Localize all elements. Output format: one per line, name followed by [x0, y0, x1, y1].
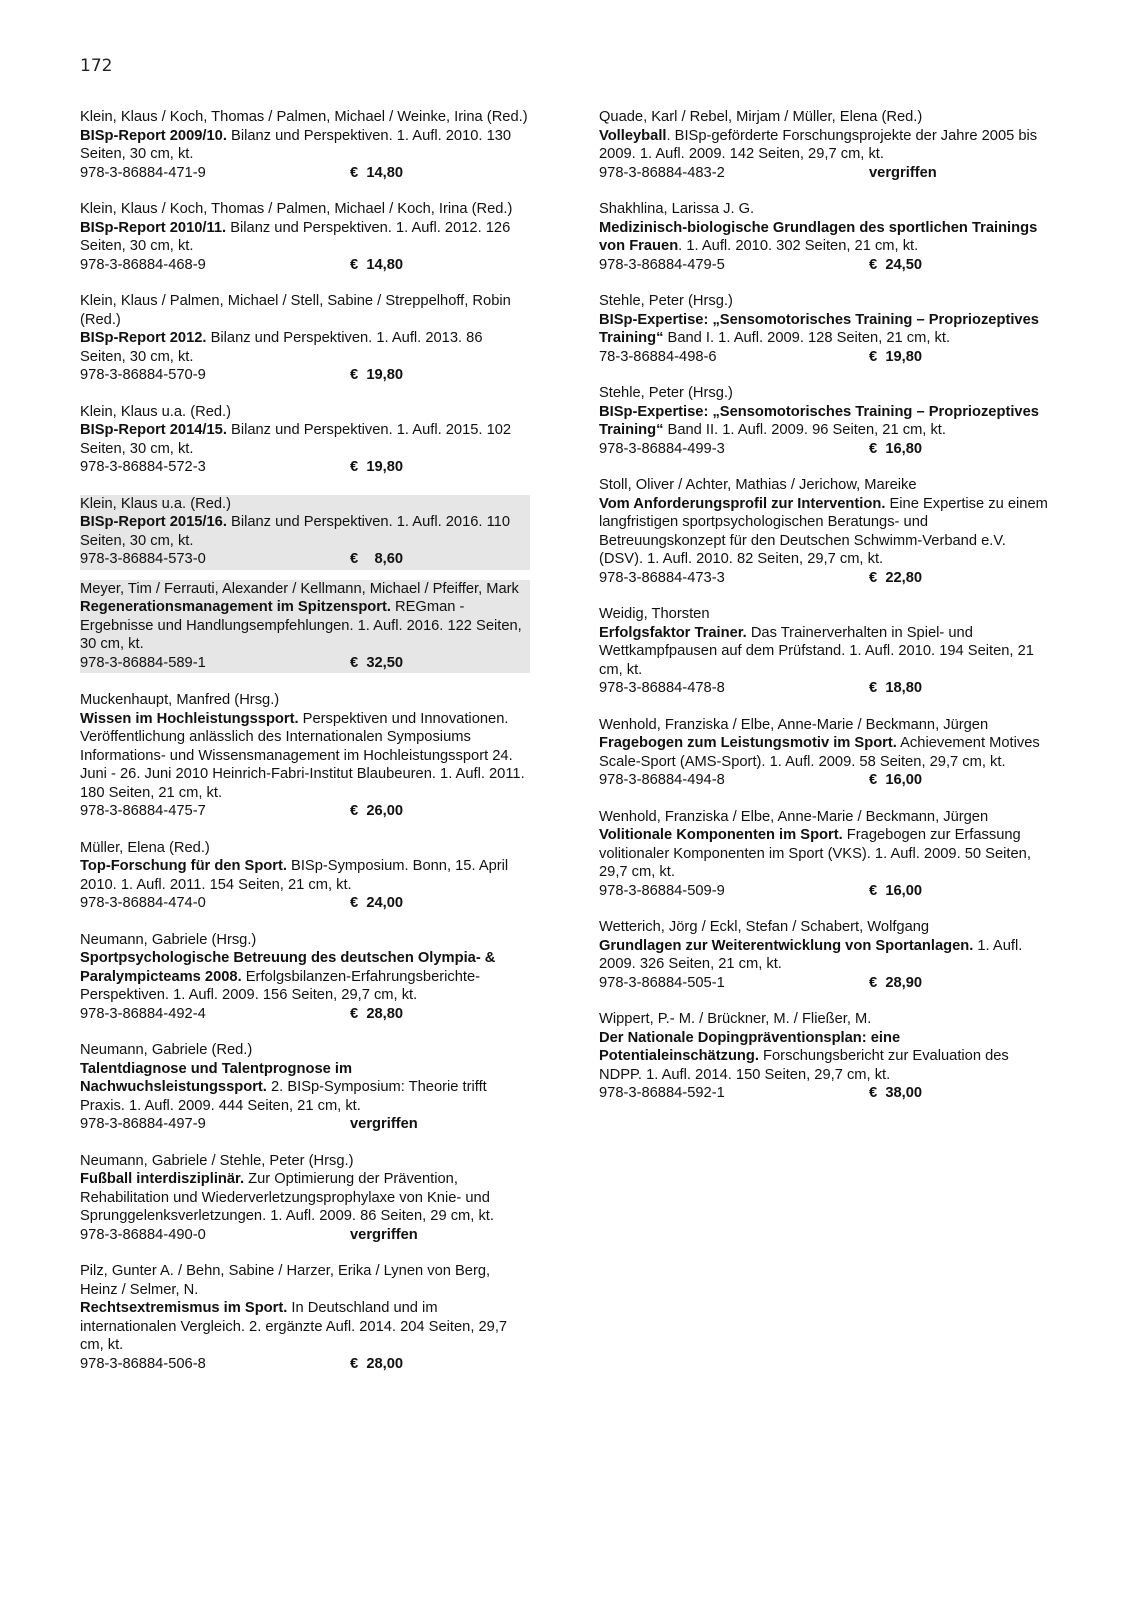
- entry-authors: Stehle, Peter (Hrsg.): [599, 293, 733, 309]
- entry-isbn-line: [599, 164, 1051, 183]
- entry-isbn-line: [599, 882, 1051, 901]
- entry-body: [80, 598, 530, 654]
- entry-isbn: 978-3-86884-490-0: [80, 1226, 206, 1243]
- entry-body: [80, 857, 530, 894]
- entry-title: Volitionale Komponenten im Sport.: [599, 827, 843, 843]
- entry-title: BISp-Report 2012.: [80, 330, 207, 346]
- entry-authors: Stoll, Oliver / Achter, Mathias / Jerichow, Mareike: [599, 477, 917, 493]
- entry-description: Das Trainerverhalten in Spiel- und Wettkampfpausen auf dem Prüfstand. 1. Aufl. 2010. 194 Seiten, 21 cm, kt.: [599, 624, 1034, 678]
- entry-isbn-line: [80, 894, 530, 913]
- entry-price: vergriffen: [869, 164, 937, 181]
- entry-body: [80, 949, 530, 1005]
- entry-isbn: 78-3-86884-498-6: [599, 348, 717, 365]
- entry-price: € 14,80: [350, 164, 404, 181]
- entry-isbn: 978-3-86884-592-1: [599, 1085, 725, 1101]
- entry-isbn: 978-3-86884-509-9: [599, 882, 725, 899]
- entry-price: € 28,80: [350, 1005, 404, 1022]
- entry-isbn: 978-3-86884-473-3: [599, 569, 725, 586]
- entry-title: Volleyball: [599, 127, 667, 144]
- entry-authors: Klein, Klaus u.a. (Red.): [80, 403, 232, 420]
- entry-isbn: 978-3-86884-475-7: [80, 803, 206, 819]
- entry-isbn-line: [80, 256, 530, 275]
- catalog-entry: [80, 108, 530, 182]
- entry-price: € 8,60: [350, 551, 404, 567]
- entry-price: € 28,00: [350, 1355, 404, 1372]
- entry-title: Grundlagen zur Weiterentwicklung von Sportanlagen.: [599, 937, 974, 954]
- page-number: 172: [80, 56, 113, 76]
- entry-description: Forschungsbericht zur Evaluation des NDPP. 1. Aufl. 2014. 150 Seiten, 29,7 cm, kt.: [599, 1048, 1009, 1083]
- entry-isbn: 978-3-86884-468-9: [80, 256, 206, 273]
- entry-isbn-line: [80, 802, 530, 821]
- entry-body: [80, 1170, 530, 1226]
- entry-title: BISp-Report 2009/10.: [80, 127, 227, 144]
- entry-description: Bilanz und Perspektiven. 1. Aufl. 2010. 130 Seiten, 30 cm, kt.: [80, 127, 512, 162]
- entry-isbn: 978-3-86884-572-3: [80, 459, 206, 475]
- entry-isbn-line: [80, 550, 530, 569]
- entry-description: Perspektiven und Innovationen. Veröffentlichung anlässlich des Internationalen Symposiums Informations- und Wissensmanagement im Hochleistungssport 24. Juni - 26. Juni 2010 Heinrich-Fabri-Institut Blaubeuren. 1. Aufl. 2011. 180 Seiten, 21 cm, kt.: [80, 710, 525, 801]
- entry-isbn-line: [599, 256, 1051, 275]
- entry-authors: Stehle, Peter (Hrsg.): [599, 385, 733, 401]
- entry-price: € 22,80: [869, 569, 923, 586]
- entry-authors: Wetterich, Jörg / Eckl, Stefan / Schabert, Wolfgang: [599, 919, 930, 935]
- entry-description: Bilanz und Perspektiven. 1. Aufl. 2013. 86 Seiten, 30 cm, kt.: [80, 330, 483, 365]
- entry-body: [80, 1299, 530, 1355]
- catalog-entry: [599, 808, 1051, 901]
- entry-description: . 1. Aufl. 2010. 302 Seiten, 21 cm, kt.: [678, 238, 919, 254]
- entry-isbn-line: [80, 1005, 530, 1024]
- entry-price: € 24,00: [350, 895, 404, 911]
- entry-title: BISp-Expertise: „Sensomotorisches Training – Propriozeptives Training“: [599, 403, 1039, 438]
- entry-isbn-line: [599, 569, 1051, 588]
- entry-description: BISp-Symposium. Bonn, 15. April 2010. 1. Aufl. 2011. 154 Seiten, 21 cm, kt.: [80, 858, 509, 893]
- catalog-entry: [599, 716, 1051, 790]
- entry-title: Regenerationsmanagement im Spitzensport.: [80, 599, 391, 615]
- entry-isbn-line: [80, 654, 530, 673]
- entry-body: [599, 495, 1051, 569]
- entry-authors: Quade, Karl / Rebel, Mirjam / Müller, Elena (Red.): [599, 109, 923, 125]
- catalog-entry: [599, 108, 1051, 182]
- entry-body: [80, 421, 530, 458]
- entry-isbn: 978-3-86884-471-9: [80, 164, 206, 181]
- entry-body: [599, 937, 1051, 974]
- entry-price: vergriffen: [350, 1116, 418, 1132]
- entry-authors: Weidig, Thorsten: [599, 606, 710, 622]
- entry-body: [599, 826, 1051, 882]
- catalog-entry-highlighted: [80, 495, 530, 570]
- entry-authors: Wenhold, Franziska / Elbe, Anne-Marie / Beckmann, Jürgen: [599, 808, 989, 825]
- entry-title: Fußball interdisziplinär.: [80, 1171, 245, 1187]
- entry-body: [599, 127, 1051, 164]
- entry-title: Vom Anforderungsprofil zur Intervention.: [599, 495, 886, 512]
- entry-price: € 18,80: [869, 680, 923, 696]
- entry-isbn: 978-3-86884-474-0: [80, 895, 206, 911]
- entry-isbn-line: [80, 1355, 530, 1374]
- entry-isbn-line: [80, 1115, 530, 1134]
- entry-isbn-line: [599, 771, 1051, 790]
- entry-body: [599, 311, 1051, 348]
- entry-isbn-line: [80, 164, 530, 183]
- entry-price: € 26,00: [350, 803, 404, 819]
- entry-body: [599, 403, 1051, 440]
- entry-description: Band II. 1. Aufl. 2009. 96 Seiten, 21 cm, kt.: [663, 422, 946, 438]
- entry-description: . BISp-geförderte Forschungsprojekte der Jahre 2005 bis 2009. 1. Aufl. 2009. 142 Seiten, 29,7 cm, kt.: [599, 127, 1038, 162]
- entry-title: Wissen im Hochleistungssport.: [80, 710, 299, 727]
- catalog-entry-highlighted: [80, 580, 530, 674]
- entry-isbn-line: [599, 974, 1051, 993]
- entry-authors: Pilz, Gunter A. / Behn, Sabine / Harzer, Erika / Lynen von Berg, Heinz / Selmer, N.: [80, 1263, 491, 1298]
- entry-isbn: 978-3-86884-506-8: [80, 1355, 206, 1372]
- right-column: [599, 108, 1051, 1121]
- entry-body: [599, 1029, 1051, 1085]
- entry-price: € 38,00: [869, 1085, 923, 1101]
- entry-description: Fragebogen zur Erfassung volitionaler Komponenten im Sport (VKS). 1. Aufl. 2009. 50 Seiten, 29,7 cm, kt.: [599, 827, 1031, 880]
- entry-isbn-line: [80, 1226, 530, 1245]
- catalog-entry: [599, 292, 1051, 366]
- entry-description: Achievement Motives Scale-Sport (AMS-Sport). 1. Aufl. 2009. 58 Seiten, 29,7 cm, kt.: [599, 735, 1040, 770]
- entry-price: € 24,50: [869, 256, 923, 273]
- entry-isbn: 978-3-86884-499-3: [599, 440, 725, 457]
- entry-isbn: 978-3-86884-483-2: [599, 164, 725, 181]
- entry-body: [599, 734, 1051, 771]
- catalog-entry: [599, 918, 1051, 992]
- left-column: [80, 108, 530, 1391]
- entry-authors: Muckenhaupt, Manfred (Hrsg.): [80, 692, 280, 708]
- catalog-entry: [599, 1010, 1051, 1103]
- entry-authors: Neumann, Gabriele (Hrsg.): [80, 931, 257, 948]
- catalog-entry: [80, 839, 530, 913]
- entry-authors: Neumann, Gabriele (Red.): [80, 1042, 253, 1058]
- entry-title: Medizinisch-biologische Grundlagen des sportlichen Trainings von Frauen: [599, 219, 1038, 254]
- catalog-entry: [599, 605, 1051, 698]
- entry-description: Erfolgsbilanzen-Erfahrungsberichte-Perspektiven. 1. Aufl. 2009. 156 Seiten, 29,7 cm, kt.: [80, 968, 481, 1003]
- entry-price: € 16,80: [869, 440, 923, 457]
- catalog-entry: [80, 1262, 530, 1373]
- entry-body: [599, 624, 1051, 680]
- entry-description: Bilanz und Perspektiven. 1. Aufl. 2015. 102 Seiten, 30 cm, kt.: [80, 422, 512, 457]
- entry-authors: Klein, Klaus / Koch, Thomas / Palmen, Michael / Weinke, Irina (Red.): [80, 109, 528, 125]
- entry-description: Band I. 1. Aufl. 2009. 128 Seiten, 21 cm, kt.: [663, 330, 951, 346]
- entry-price: € 32,50: [350, 654, 404, 671]
- entry-body: [599, 219, 1051, 256]
- entry-price: € 28,90: [869, 974, 923, 991]
- catalog-entry: [599, 384, 1051, 458]
- catalog-entry: [80, 1041, 530, 1134]
- entry-isbn: 978-3-86884-478-8: [599, 680, 725, 696]
- entry-title: Sportpsychologische Betreuung des deutschen Olympia- & Paralympicteams 2008.: [80, 950, 496, 985]
- catalog-entry: [80, 691, 530, 821]
- catalog-entry: [80, 200, 530, 274]
- entry-body: [80, 710, 530, 803]
- entry-description: Bilanz und Perspektiven. 1. Aufl. 2016. 110 Seiten, 30 cm, kt.: [80, 514, 510, 549]
- entry-title: Rechtsextremismus im Sport.: [80, 1300, 288, 1316]
- entry-isbn-line: [599, 348, 1051, 367]
- entry-isbn: 978-3-86884-589-1: [80, 654, 206, 671]
- entry-title: Talentdiagnose und Talentprognose im Nachwuchsleistungssport.: [80, 1060, 353, 1095]
- entry-body: [80, 1060, 530, 1116]
- entry-description: Bilanz und Perspektiven. 1. Aufl. 2012. 126 Seiten, 30 cm, kt.: [80, 219, 511, 254]
- entry-title: BISp-Expertise: „Sensomotorisches Training – Propriozeptives Training“: [599, 311, 1039, 346]
- entry-body: [80, 513, 530, 550]
- entry-description: 1. Aufl. 2009. 326 Seiten, 21 cm, kt.: [599, 937, 1023, 972]
- entry-body: [80, 219, 530, 256]
- entry-isbn-line: [80, 366, 530, 385]
- entry-authors: Klein, Klaus / Palmen, Michael / Stell, Sabine / Streppelhoff, Robin (Red.): [80, 293, 511, 328]
- entry-title: Top-Forschung für den Sport.: [80, 858, 287, 874]
- entry-authors: Wenhold, Franziska / Elbe, Anne-Marie / Beckmann, Jürgen: [599, 716, 989, 733]
- entry-isbn: 978-3-86884-570-9: [80, 367, 206, 383]
- entry-title: BISp-Report 2015/16.: [80, 514, 227, 530]
- entry-description: REGman - Ergebnisse und Handlungsempfehlungen. 1. Aufl. 2016. 122 Seiten, 30 cm, kt.: [80, 599, 522, 652]
- entry-isbn-line: [80, 458, 530, 477]
- entry-authors: Klein, Klaus u.a. (Red.): [80, 495, 232, 512]
- entry-description: In Deutschland und im internationalen Vergleich. 2. ergänzte Aufl. 2014. 204 Seiten, 29,7 cm, kt.: [80, 1300, 508, 1353]
- entry-isbn: 978-3-86884-492-4: [80, 1005, 206, 1022]
- catalog-entry: [599, 476, 1051, 587]
- entry-authors: Wippert, P.- M. / Brückner, M. / Fließer, M.: [599, 1011, 872, 1027]
- entry-authors: Klein, Klaus / Koch, Thomas / Palmen, Michael / Koch, Irina (Red.): [80, 201, 513, 217]
- catalog-entry: [80, 931, 530, 1024]
- entry-description: Zur Optimierung der Prävention, Rehabilitation und Wiederverletzungsprophylaxe von Knie- und Sprunggelenksverletzungen. 1. Aufl. 2009. 86 Seiten, 29 cm, kt.: [80, 1171, 494, 1224]
- entry-body: [80, 329, 530, 366]
- catalog-entry: [80, 1152, 530, 1245]
- entry-price: € 19,80: [350, 459, 404, 475]
- entry-price: vergriffen: [350, 1226, 418, 1243]
- entry-title: BISp-Report 2014/15.: [80, 422, 227, 438]
- entry-title: Erfolgsfaktor Trainer.: [599, 624, 747, 641]
- catalog-entry: [80, 292, 530, 385]
- entry-authors: Neumann, Gabriele / Stehle, Peter (Hrsg.): [80, 1152, 354, 1169]
- entry-title: Fragebogen zum Leistungsmotiv im Sport.: [599, 735, 897, 751]
- entry-isbn: 978-3-86884-573-0: [80, 551, 206, 567]
- entry-price: € 19,80: [350, 367, 404, 383]
- entry-isbn-line: [599, 440, 1051, 459]
- entry-description: Eine Expertise zu einem langfristigen sportpsychologischen Beratungs- und Betreuungskonzept für den Deutschen Schwimm-Verband e.V. (DSV). 1. Aufl. 2010. 82 Seiten, 29,7 cm, kt.: [599, 495, 1048, 567]
- entry-isbn: 978-3-86884-479-5: [599, 256, 725, 273]
- entry-authors: Meyer, Tim / Ferrauti, Alexander / Kellmann, Michael / Pfeiffer, Mark: [80, 580, 519, 597]
- entry-price: € 14,80: [350, 256, 404, 273]
- entry-isbn-line: [599, 679, 1051, 698]
- entry-price: € 16,00: [869, 772, 923, 788]
- catalog-entry: [599, 200, 1051, 274]
- entry-isbn: 978-3-86884-505-1: [599, 974, 725, 991]
- entry-authors: Müller, Elena (Red.): [80, 839, 210, 856]
- entry-description: 2. BISp-Symposium: Theorie trifft Praxis. 1. Aufl. 2009. 444 Seiten, 21 cm, kt.: [80, 1079, 487, 1114]
- entry-isbn: 978-3-86884-497-9: [80, 1116, 206, 1132]
- entry-authors: Shakhlina, Larissa J. G.: [599, 201, 755, 217]
- entry-isbn: 978-3-86884-494-8: [599, 772, 725, 788]
- entry-body: [80, 127, 530, 164]
- entry-title: Der Nationale Dopingpräventionsplan: eine Potentialeinschätzung.: [599, 1029, 901, 1064]
- entry-price: € 16,00: [869, 882, 923, 899]
- entry-isbn-line: [599, 1084, 1051, 1103]
- entry-title: BISp-Report 2010/11.: [80, 219, 227, 236]
- entry-price: € 19,80: [869, 348, 923, 365]
- catalog-entry: [80, 403, 530, 477]
